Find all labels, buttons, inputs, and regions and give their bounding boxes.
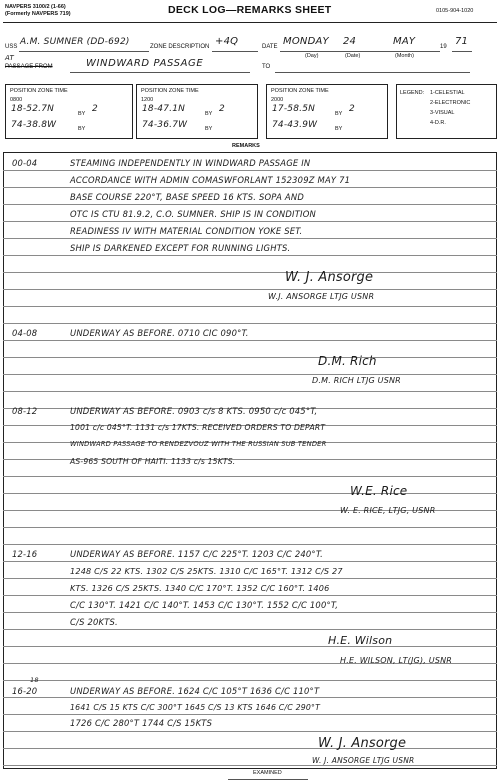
date-value: 24 (343, 36, 357, 47)
form-number: NAVPERS 3100/2 (1-66) (5, 4, 66, 10)
entry-line: UNDERWAY AS BEFORE. 1624 C/C 105°T 1636 C/C 110°T (70, 686, 320, 696)
entry-line: C/S 20KTS. (70, 617, 118, 627)
ruled-line (3, 170, 497, 171)
day-value: MONDAY (283, 36, 329, 47)
ruled-line (3, 221, 497, 222)
day-caption: (Day) (305, 53, 319, 59)
ruled-line (3, 204, 497, 205)
date-underline (280, 51, 440, 52)
entry-line: UNDERWAY AS BEFORE. 0710 CIC 090°T. (70, 328, 249, 338)
signature: W.E. Rice (350, 484, 408, 498)
entry-time-1216: 12-16 (12, 549, 38, 559)
remarks-heading: REMARKS (232, 143, 260, 149)
entry-line: KTS. 1326 C/S 25KTS. 1340 C/C 170°T. 1352 C/C 160°T. 1406 (70, 583, 330, 593)
position-longitude: 74-36.7W (142, 120, 188, 130)
position-latitude: 18-47.1N (142, 104, 186, 114)
legend-title: LEGEND: (400, 90, 425, 96)
signature: W. J. Ansorge (318, 736, 407, 751)
header-divider (3, 22, 497, 23)
entry-line: 1001 c/c 045°T. 1131 c/s 17KTS. RECEIVED ORDERS TO DEPART (70, 423, 326, 432)
entry-line: 1726 C/C 280°T 1744 C/S 15KTS (70, 718, 213, 728)
legend-box (396, 84, 497, 139)
page-title: DECK LOG—REMARKS SHEET (168, 4, 332, 16)
entry-time-1620: 16-20 (12, 686, 38, 696)
ruled-line (3, 272, 497, 273)
position-by-label: BY (78, 111, 86, 117)
ruled-line (3, 595, 497, 596)
time-correction: 18 (30, 676, 39, 684)
passage-from-label: PASSAGE FROM (5, 64, 53, 70)
entry-line: UNDERWAY AS BEFORE. 1157 C/C 225°T. 1203 C/C 240°T. (70, 549, 323, 559)
entry-line: 1641 C/S 15 KTS C/C 300°T 1645 C/S 13 KTS 1646 C/C 290°T (70, 703, 321, 712)
remarks-right-border (496, 152, 497, 768)
position-by-label: BY (205, 126, 213, 132)
month-value: MAY (393, 36, 416, 47)
position-by-label: BY (335, 126, 343, 132)
stock-number: 0105-904-1020 (436, 8, 474, 14)
position-box-2000 (266, 84, 388, 139)
entry-time-0408: 04-08 (12, 328, 38, 338)
position-box-1200 (136, 84, 258, 139)
ruled-line (3, 765, 497, 766)
legend-item: 4-D.R. (430, 120, 446, 126)
position-latitude: 18-52.7N (11, 104, 55, 114)
zone-description-value: +4Q (215, 36, 239, 47)
legend-item: 1-CELESTIAL (430, 90, 465, 96)
position-longitude: 74-43.9W (272, 120, 318, 130)
examined-underline (228, 779, 308, 780)
year-value: 71 (455, 36, 469, 47)
year-underline (452, 51, 472, 52)
ruled-line (3, 374, 497, 375)
signer-name: W. J. ANSORGE LTJG USNR (312, 756, 415, 765)
signer-name: W. E. RICE, LTJG, USNR (340, 506, 436, 515)
entry-time-0004: 00-04 (12, 158, 38, 168)
position-by-label: BY (335, 111, 343, 117)
entry-line: UNDERWAY AS BEFORE. 0903 c/s 8 KTS. 0950 c/c 045°T, (70, 406, 318, 416)
ruled-line (3, 578, 497, 579)
signature: D.M. Rich (318, 354, 377, 368)
ruled-line (3, 323, 497, 324)
ruled-line (3, 748, 497, 749)
position-by-value: 2 (92, 104, 98, 114)
passage-underline (70, 72, 250, 73)
ruled-line (3, 493, 497, 494)
position-by-value: 2 (349, 104, 355, 114)
entry-line: C/C 130°T. 1421 C/C 140°T. 1453 C/C 130°T. 1552 C/C 100°T, (70, 600, 339, 610)
entry-line: 1248 C/S 22 KTS. 1302 C/S 25KTS. 1310 C/C 165°T. 1312 C/S 27 (70, 566, 343, 576)
signer-name: W.J. ANSORGE LTJG USNR (268, 292, 375, 301)
examined-label: EXAMINED (253, 770, 282, 776)
ruled-line (3, 680, 497, 681)
ruled-line (3, 714, 497, 715)
position-by-label: BY (78, 126, 86, 132)
position-header: POSITION ZONE TIME (141, 88, 199, 94)
at-label: AT (5, 54, 14, 62)
to-label: TO (262, 64, 271, 70)
entry-line: AS-965 SOUTH OF HAITI. 1133 c/s 15KTS. (70, 457, 236, 466)
position-latitude: 17-58.5N (272, 104, 316, 114)
position-header: POSITION ZONE TIME (10, 88, 68, 94)
position-time: 0800 (10, 97, 23, 103)
entry-line: ACCORDANCE WITH ADMIN COMASWFORLANT 152309Z MAY 71 (70, 175, 351, 185)
ruled-line (3, 340, 497, 341)
ruled-line (3, 476, 497, 477)
ruled-line (3, 629, 497, 630)
ruled-line (3, 646, 497, 647)
ruled-line (3, 697, 497, 698)
month-caption: (Month) (395, 53, 414, 59)
to-underline (275, 72, 470, 73)
signer-name: D.M. RICH LTJG USNR (312, 376, 401, 385)
ruled-line (3, 391, 497, 392)
ruled-line (3, 612, 497, 613)
signature: W. J. Ansorge (285, 270, 374, 285)
signer-name: H.E. WILSON, LT(JG), USNR (340, 656, 453, 665)
form-former-number: (Formerly NAVPERS 719) (5, 11, 71, 17)
position-header: POSITION ZONE TIME (271, 88, 329, 94)
entry-line: READINESS IV WITH MATERIAL CONDITION YOKE SET. (70, 226, 303, 236)
ruled-line (3, 187, 497, 188)
entry-line: SHIP IS DARKENED EXCEPT FOR RUNNING LIGHTS. (70, 243, 291, 253)
entry-line: WINDWARD PASSAGE TO RENDEZVOUZ WITH THE RUSSIAN SUB TENDER (70, 440, 327, 448)
ship-underline (19, 51, 149, 52)
ship-name: A.M. SUMNER (DD-692) (20, 37, 130, 47)
entry-line: STEAMING INDEPENDENTLY IN WINDWARD PASSAGE IN (70, 158, 311, 168)
ruled-line (3, 527, 497, 528)
remarks-top-border (3, 152, 497, 153)
date-caption: (Date) (345, 53, 361, 59)
ruled-line (3, 544, 497, 545)
entry-line: OTC IS CTU 81.9.2, C.O. SUMNER. SHIP IS IN CONDITION (70, 209, 316, 219)
year-prefix: 19 (440, 44, 447, 50)
remarks-bottom-border (3, 768, 497, 769)
legend-item: 3-VISUAL (430, 110, 455, 116)
uss-label: USS (5, 44, 18, 50)
ruled-line (3, 255, 497, 256)
passage-from-value: WINDWARD PASSAGE (86, 58, 204, 69)
date-label: DATE (262, 44, 278, 50)
entry-time-0812: 08-12 (12, 406, 38, 416)
signature: H.E. Wilson (328, 634, 393, 647)
position-time: 1200 (141, 97, 154, 103)
ruled-line (3, 357, 497, 358)
position-box-0800 (5, 84, 133, 139)
ruled-line (3, 561, 497, 562)
position-by-value: 2 (219, 104, 225, 114)
position-longitude: 74-38.8W (11, 120, 57, 130)
legend-item: 2-ELECTRONIC (430, 100, 471, 106)
ruled-line (3, 289, 497, 290)
ruled-line (3, 238, 497, 239)
position-by-label: BY (205, 111, 213, 117)
zone-underline (212, 51, 258, 52)
entry-line: BASE COURSE 220°T, BASE SPEED 16 KTS. SOPA AND (70, 192, 304, 202)
ruled-line (3, 731, 497, 732)
zone-description-label: ZONE DESCRIPTION (150, 44, 210, 50)
ruled-line (3, 306, 497, 307)
remarks-left-border (3, 152, 4, 768)
position-time: 2000 (271, 97, 284, 103)
